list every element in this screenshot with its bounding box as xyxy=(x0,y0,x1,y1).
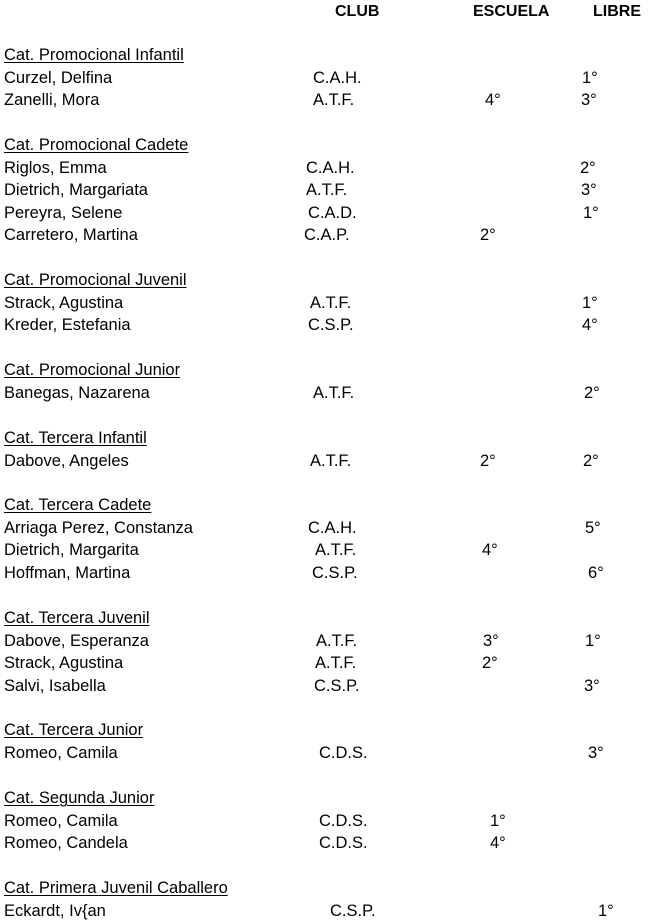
libre-place: 4° xyxy=(582,316,598,335)
escuela-place: 2° xyxy=(482,654,498,673)
athlete-name: Arriaga Perez, Constanza xyxy=(4,518,193,537)
club-value: C.D.S. xyxy=(319,834,368,853)
athlete-name: Romeo, Candela xyxy=(4,834,128,853)
header-escuela: ESCUELA xyxy=(473,3,550,20)
club-value: A.T.F. xyxy=(313,91,355,110)
athlete-name: Salvi, Isabella xyxy=(4,676,106,695)
athlete-name: Dabove, Angeles xyxy=(4,451,129,470)
libre-place: 2° xyxy=(584,383,600,402)
club-value: C.A.H. xyxy=(313,68,362,87)
club-value: C.A.D. xyxy=(308,203,357,222)
club-value: C.S.P. xyxy=(312,563,358,582)
category-title: Cat. Tercera Junior xyxy=(4,721,144,739)
category-title: Cat. Primera Juvenil Caballero xyxy=(4,879,228,897)
club-value: C.D.S. xyxy=(319,811,368,830)
club-value: C.A.P. xyxy=(304,226,350,245)
category-title: Cat. Tercera Cadete xyxy=(4,496,152,514)
club-value: C.S.P. xyxy=(308,316,354,335)
libre-place: 2° xyxy=(580,158,596,177)
athlete-name: Zanelli, Mora xyxy=(4,91,100,110)
libre-place: 6° xyxy=(588,563,604,582)
libre-place: 2° xyxy=(583,451,599,470)
athlete-name: Hoffman, Martina xyxy=(4,563,131,582)
category-title: Cat. Promocional Juvenil xyxy=(4,271,187,289)
athlete-name: Banegas, Nazarena xyxy=(4,383,150,402)
club-value: C.A.H. xyxy=(308,518,357,537)
athlete-name: Curzel, Delfina xyxy=(4,68,113,87)
club-value: C.A.H. xyxy=(306,158,355,177)
escuela-place: 2° xyxy=(480,226,496,245)
athlete-name: Kreder, Estefania xyxy=(4,316,131,335)
athlete-name: Strack, Agustina xyxy=(4,293,124,312)
libre-place: 5° xyxy=(585,518,601,537)
escuela-place: 4° xyxy=(485,91,501,110)
category-title: Cat. Tercera Infantil xyxy=(4,429,147,447)
category-title: Cat. Segunda Junior xyxy=(4,789,155,807)
athlete-name: Dabove, Esperanza xyxy=(4,631,149,650)
athlete-name: Carretero, Martina xyxy=(4,226,138,245)
libre-place: 1° xyxy=(598,901,614,920)
header-club: CLUB xyxy=(335,3,380,20)
category-title: Cat. Promocional Junior xyxy=(4,361,181,379)
club-value: C.S.P. xyxy=(330,901,376,920)
libre-place: 1° xyxy=(583,203,599,222)
escuela-place: 1° xyxy=(490,811,506,830)
club-value: A.T.F. xyxy=(313,383,355,402)
club-value: A.T.F. xyxy=(310,293,352,312)
athlete-name: Eckardt, Iv{an xyxy=(4,901,106,920)
category-title: Cat. Promocional Infantil xyxy=(4,46,184,64)
libre-place: 3° xyxy=(584,676,600,695)
athlete-name: Romeo, Camila xyxy=(4,743,118,762)
header-libre: LIBRE xyxy=(593,3,641,20)
libre-place: 3° xyxy=(581,181,597,200)
club-value: C.S.P. xyxy=(314,676,360,695)
category-title: Cat. Tercera Juvenil xyxy=(4,609,150,627)
escuela-place: 4° xyxy=(482,541,498,560)
club-value: A.T.F. xyxy=(306,181,348,200)
escuela-place: 2° xyxy=(480,451,496,470)
athlete-name: Riglos, Emma xyxy=(4,158,107,177)
club-value: C.D.S. xyxy=(319,743,368,762)
athlete-name: Romeo, Camila xyxy=(4,811,118,830)
libre-place: 1° xyxy=(585,631,601,650)
athlete-name: Dietrich, Margariata xyxy=(4,181,148,200)
libre-place: 3° xyxy=(588,743,604,762)
libre-place: 3° xyxy=(581,91,597,110)
libre-place: 1° xyxy=(582,68,598,87)
athlete-name: Pereyra, Selene xyxy=(4,203,123,222)
club-value: A.T.F. xyxy=(315,654,357,673)
athlete-name: Dietrich, Margarita xyxy=(4,541,139,560)
club-value: A.T.F. xyxy=(316,631,358,650)
libre-place: 1° xyxy=(582,293,598,312)
category-title: Cat. Promocional Cadete xyxy=(4,136,189,154)
club-value: A.T.F. xyxy=(310,451,352,470)
athlete-name: Strack, Agustina xyxy=(4,654,124,673)
escuela-place: 3° xyxy=(483,631,499,650)
club-value: A.T.F. xyxy=(315,541,357,560)
escuela-place: 4° xyxy=(490,834,506,853)
